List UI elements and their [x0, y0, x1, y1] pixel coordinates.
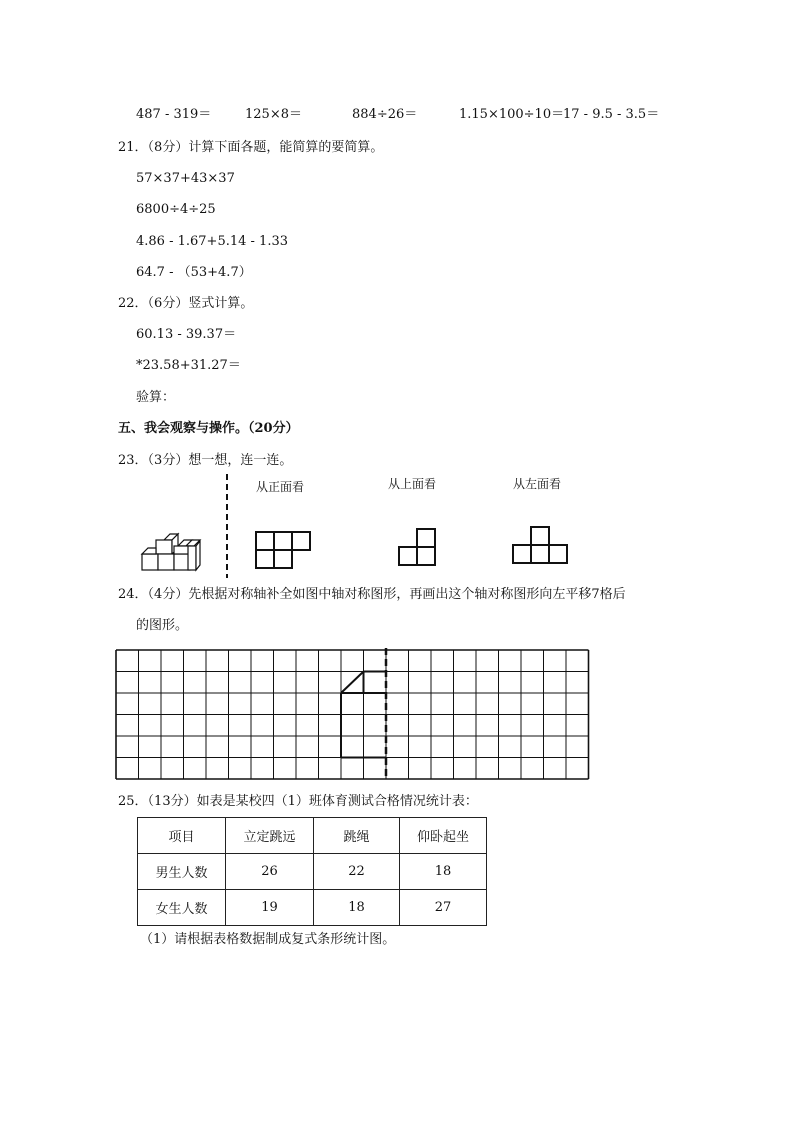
table-row — [138, 818, 487, 854]
calc-item: 125×8＝ — [245, 107, 302, 122]
q24-heading-cont: 的图形。 — [136, 618, 189, 633]
q21-item: 57×37+43×37 — [136, 171, 235, 186]
view-label-left: 从左面看 — [513, 477, 562, 491]
left-view-figure — [511, 525, 571, 565]
view-label-top: 从上面看 — [388, 477, 437, 491]
q21-item: 6800÷4÷25 — [136, 202, 216, 217]
calc-item: 1.15×100÷10＝ — [459, 107, 565, 122]
q22-item: 60.13 - 39.37＝ — [136, 327, 237, 342]
calc-item: 17 - 9.5 - 3.5＝ — [563, 107, 660, 122]
top-view-figure — [397, 527, 439, 567]
front-view-figure — [254, 530, 314, 570]
q22-check-label: 验算： — [136, 390, 176, 405]
table-header-cell: 仰卧起坐 — [400, 818, 487, 854]
symmetry-grid — [114, 648, 592, 780]
table-cell: 18 — [314, 890, 400, 926]
q21-item: 4.86 - 1.67+5.14 - 1.33 — [136, 234, 288, 249]
table-header-cell: 跳绳 — [314, 818, 400, 854]
table-row — [138, 854, 487, 890]
calc-item: 487 - 319＝ — [136, 107, 212, 122]
q21-item: 64.7 - （53+4.7） — [136, 265, 252, 280]
q25-heading: 25．（13分）如表是某校四（1）班体育测试合格情况统计表： — [118, 794, 478, 809]
table-cell: 18 — [400, 854, 487, 890]
q24-heading: 24．（4分）先根据对称轴补全如图中轴对称图形，再画出这个轴对称图形向左平移7格后 — [118, 587, 626, 602]
figure-edge — [341, 672, 364, 694]
q25-sub1: （1）请根据表格数据制成复式条形统计图。 — [140, 932, 396, 947]
table-cell: 男生人数 — [138, 854, 226, 890]
table-cell: 女生人数 — [138, 890, 226, 926]
table-row — [138, 890, 487, 926]
dashed-divider — [224, 474, 230, 578]
cube-stack-figure — [138, 530, 204, 572]
table-header-cell: 项目 — [138, 818, 226, 854]
section-title: 五、我会观察与操作。（20分） — [118, 421, 299, 436]
q21-heading: 21．（8分）计算下面各题，能简算的要简算。 — [118, 140, 384, 155]
view-label-front: 从正面看 — [256, 480, 305, 494]
q23-heading: 23．（3分）想一想，连一连。 — [118, 453, 293, 468]
table-cell: 27 — [400, 890, 487, 926]
table-header-cell: 立定跳远 — [226, 818, 314, 854]
stats-table — [137, 817, 487, 926]
q22-heading: 22．（6分）竖式计算。 — [118, 296, 254, 311]
table-cell: 19 — [226, 890, 314, 926]
q22-item: *23.58+31.27＝ — [136, 358, 241, 373]
table-cell: 22 — [314, 854, 400, 890]
table-cell: 26 — [226, 854, 314, 890]
calc-item: 884÷26＝ — [352, 107, 418, 122]
